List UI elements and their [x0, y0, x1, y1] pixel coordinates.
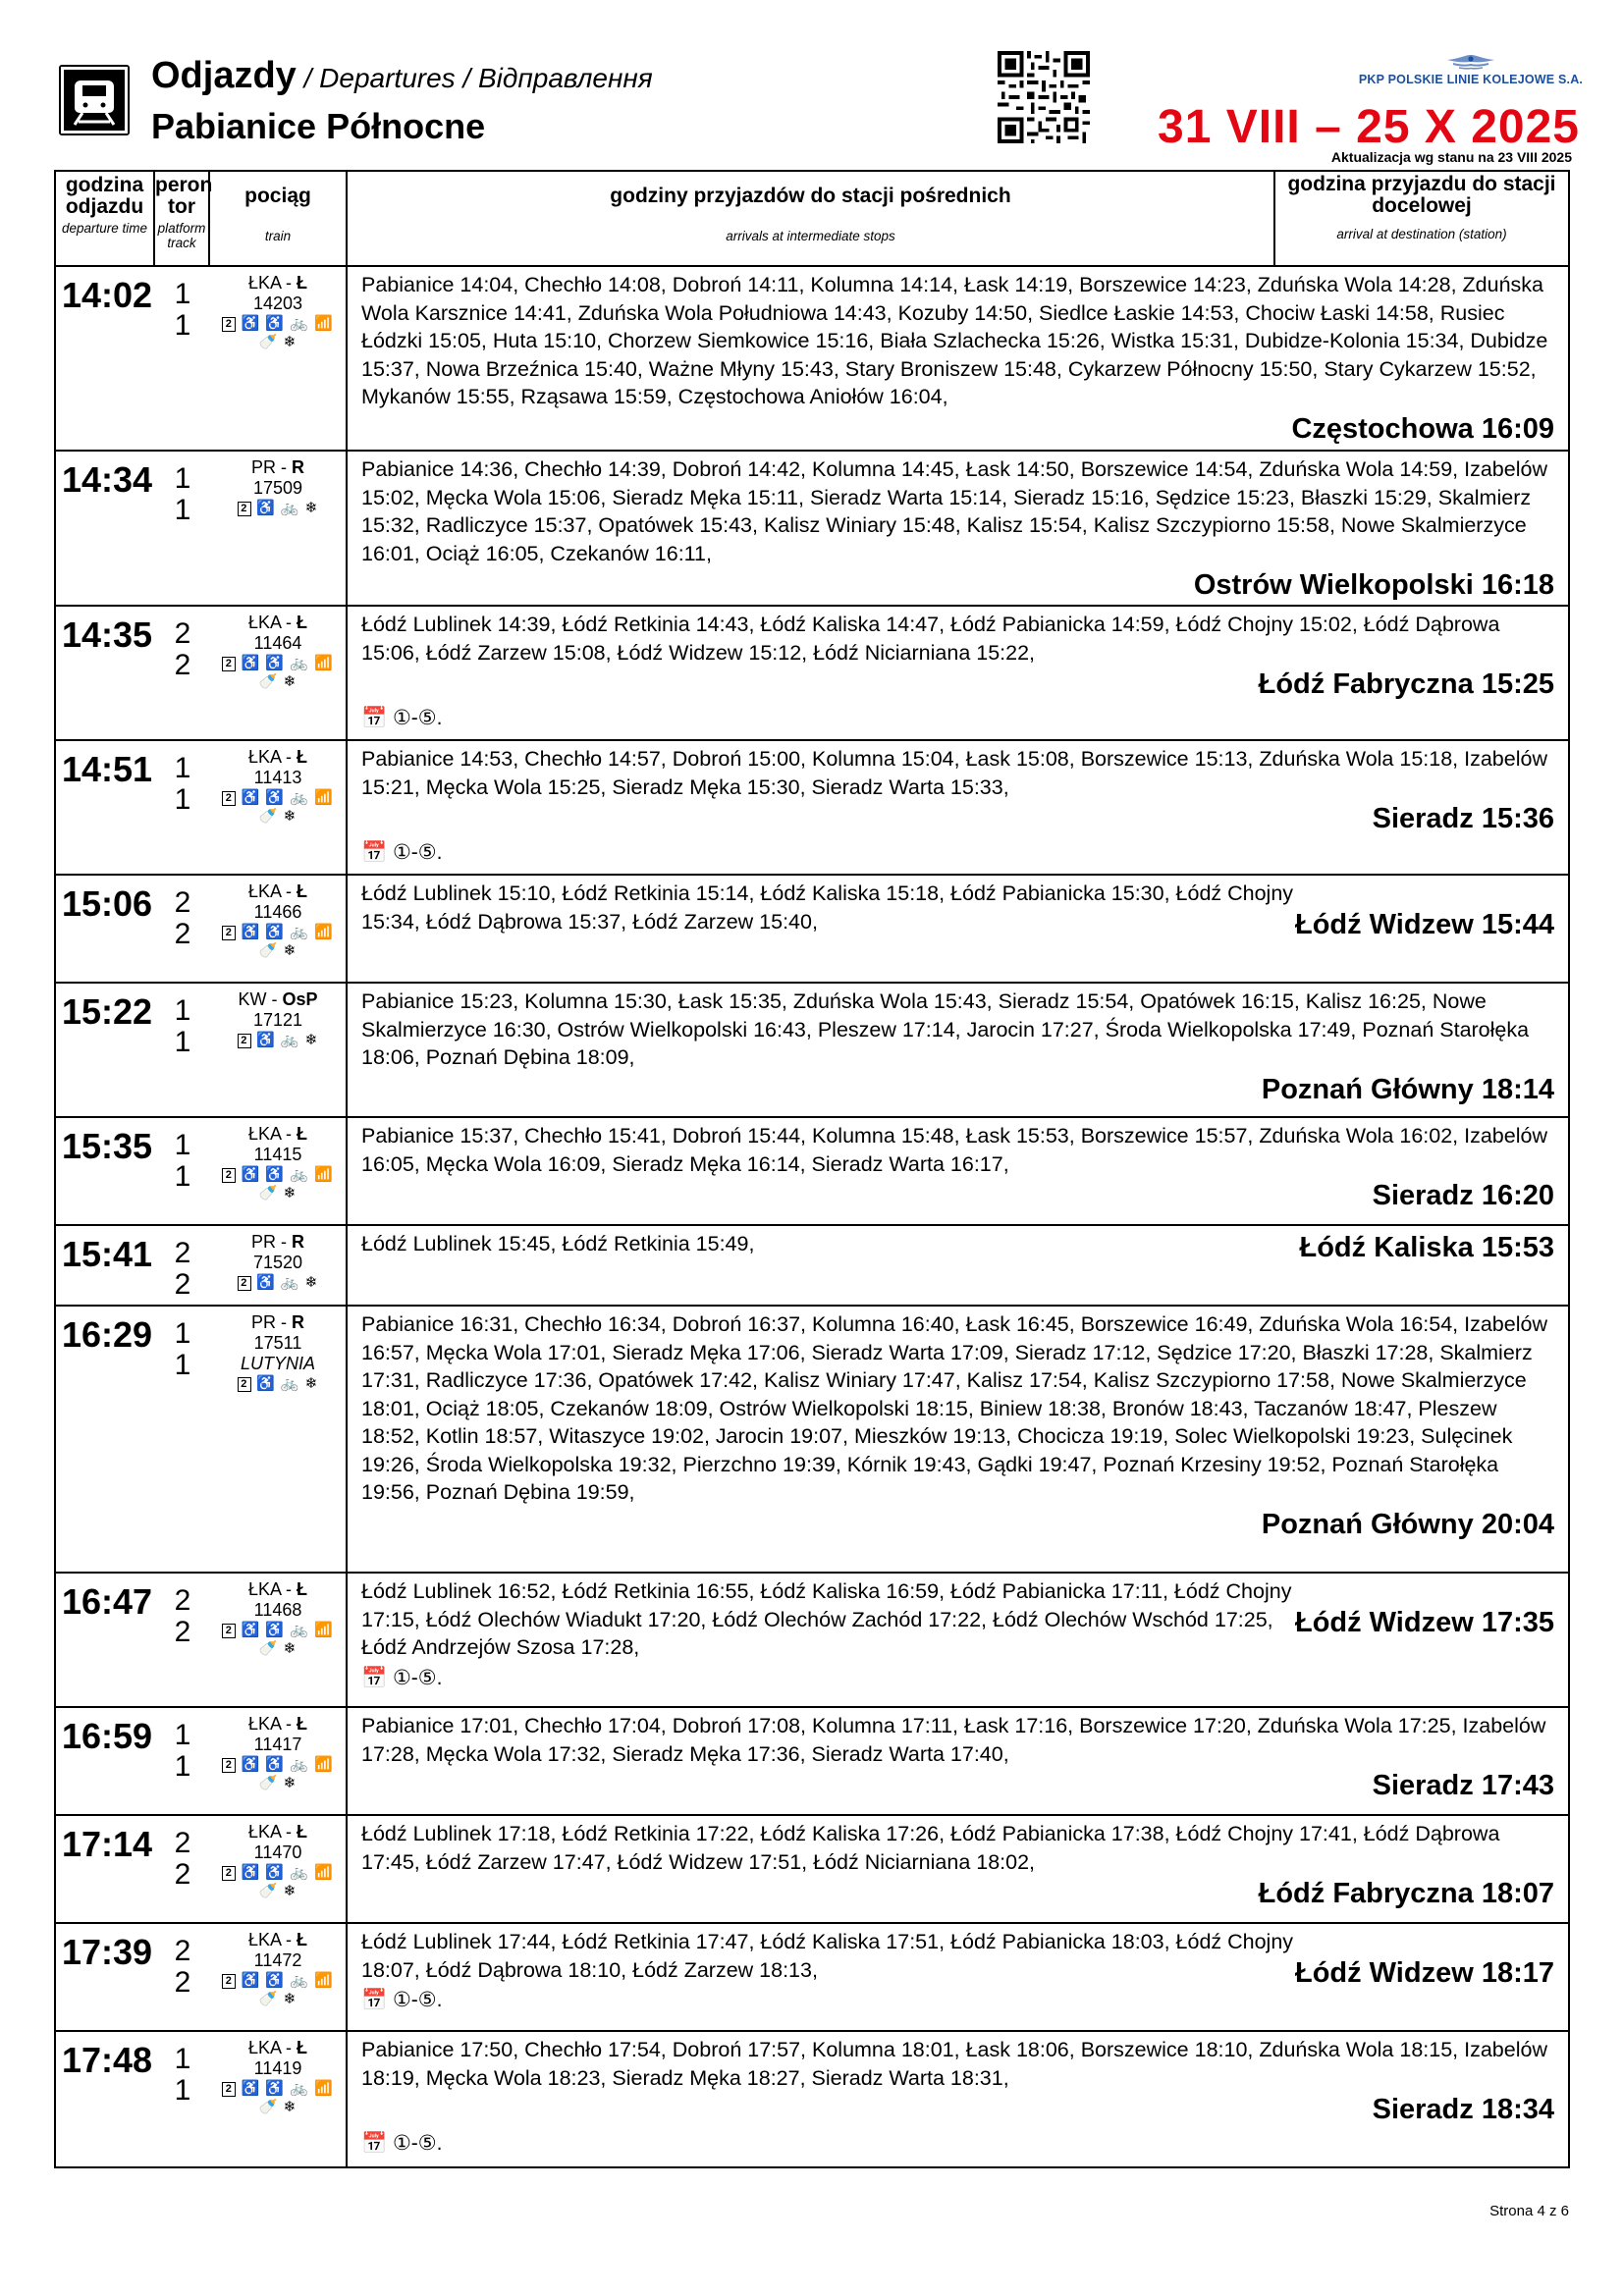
train-category: ŁKA - Ł [247, 747, 308, 767]
col-platform-label-en: platform track [157, 221, 206, 250]
departure-row[interactable] [56, 607, 1568, 741]
second-class-icon: 2 [222, 1974, 236, 1989]
platform-number: 2 [174, 1827, 191, 1859]
train-category: PR - R [250, 1232, 304, 1252]
intermediate-stops-cell [348, 1924, 1568, 2030]
train-category: ŁKA - Ł [247, 613, 308, 632]
intermediate-stops: Łódź Lublinek 17:18, Łódź Retkinia 17:22, Łódź Kaliska 17:26, Łódź Pabianicka 17:38, Łódź Chojny 17:41, Łódź Dąbrowa 17:45, Łódź Zarzew 17:47, Łódź Widzew 17:51, Łódź Niciarniana 18:02, [361, 1822, 1500, 1874]
departure-time: 15:06 [62, 883, 153, 924]
train-operator: ŁKA [247, 1714, 282, 1734]
second-class-icon: 2 [222, 1866, 236, 1881]
train-number: 11466 [253, 902, 302, 922]
train-info [210, 267, 348, 450]
train-info [210, 1226, 348, 1305]
departure-row[interactable] [56, 1924, 1568, 2032]
train-operator: PR [250, 1312, 276, 1332]
train-type: R [292, 457, 304, 477]
destination: Łódź Widzew 17:35 [1294, 1607, 1554, 1638]
intermediate-stops-cell [348, 1307, 1568, 1572]
train-facilities [210, 1755, 346, 1774]
track-number: 1 [174, 1026, 191, 1058]
second-class-icon: 2 [222, 791, 236, 806]
platform-number: 1 [174, 752, 191, 784]
train-info [210, 984, 348, 1116]
track-number: 2 [174, 918, 191, 950]
train-type: Ł [297, 613, 308, 632]
train-number: 17509 [252, 478, 303, 498]
train-type: Ł [297, 273, 308, 293]
departure-time: 17:48 [62, 2040, 153, 2080]
facility-icons: ♿ ♿ 🚲 📶 [241, 315, 334, 332]
train-operator: ŁKA [247, 273, 282, 293]
intermediate-stops: Pabianice 16:31, Chechło 16:34, Dobroń 16:37, Kolumna 16:40, Łask 16:45, Borszewice 16:49, Zduńska Wola 16:54, Izabelów 16:57, Męcka Wola 17:01, Sieradz Męka 17:06, Sieradz Warta 17:09, Sieradz 17:12, Sędzice 17:20, Błaszki 17:28, Skalmierz 17:31, Radliczyce 17:36, Opatówek 17:42, Kalisz Winiary 17:47, Kalisz 17:54, Kalisz Szczypiorno 17:58, Nowe Skalmierzyce 18:01, Ociąż 18:05, Czekanów 18:09, Ostrów Wielkopolski 18:15, Biniew 18:38, Bronów 18:43, Taczanów 18:47, Pleszew 18:52, Kotlin 18:57, Witaszyce 19:02, Jarocin 19:07, Mieszków 19:13, Chocicza 19:19, Solec Wielkopolski 19:23, Sulęcinek 19:26, Środa Wielkopolska 19:32, Pierzchno 19:39, Kórnik 19:43, Gądki 19:47, Poznań Krzesiny 19:52, Poznań Starołęka 19:56, Poznań Dębina 19:59, [361, 1312, 1547, 1504]
intermediate-stops-cell [348, 267, 1568, 450]
operator-name: PKP POLSKIE LINIE KOLEJOWE S.A. [1358, 73, 1584, 86]
platform-track [155, 876, 210, 982]
destination: Łódź Fabryczna 18:07 [1258, 1878, 1554, 1909]
train-category: ŁKA - Ł [247, 881, 308, 901]
platform-track [155, 1816, 210, 1922]
track-number: 1 [174, 1160, 191, 1193]
train-facilities-2: 🍼 ❄ [258, 673, 298, 690]
train-facilities [210, 314, 346, 333]
title-departures-ua: Відправлення [478, 63, 653, 93]
intermediate-stops-cell [348, 452, 1568, 605]
train-type: Ł [297, 1124, 308, 1144]
train-type: R [292, 1232, 304, 1252]
destination: Sieradz 17:43 [1372, 1770, 1554, 1801]
train-facilities [210, 1863, 346, 1882]
train-facilities-2: 🍼 ❄ [258, 1991, 298, 2007]
departure-row[interactable] [56, 452, 1568, 607]
col-intermediate-label: godziny przyjazdów do stacji pośrednich [610, 185, 1011, 207]
platform-number: 2 [174, 1237, 191, 1269]
second-class-icon: 2 [238, 1377, 251, 1392]
departures-rows [56, 267, 1568, 2166]
col-platform [155, 172, 213, 265]
train-facilities [210, 1621, 346, 1639]
departure-row[interactable] [56, 1307, 1568, 1574]
facility-icons: ♿ ♿ 🚲 📶 [241, 1864, 334, 1881]
intermediate-stops-cell [348, 607, 1568, 739]
track-number: 1 [174, 494, 191, 526]
track-number: 2 [174, 1858, 191, 1891]
plk-logo [1355, 51, 1587, 86]
train-operator: ŁKA [247, 613, 282, 632]
train-type: Ł [297, 1930, 308, 1949]
validity-period: 31 VIII – 25 X 2025 [1158, 101, 1580, 153]
platform-track [155, 741, 210, 874]
second-class-icon: 2 [222, 1758, 236, 1773]
intermediate-stops: Łódź Lublinek 15:45, Łódź Retkinia 15:49, [361, 1232, 755, 1255]
destination: Sieradz 16:20 [1372, 1180, 1554, 1211]
intermediate-stops-cell [348, 2032, 1568, 2166]
col-platform-label: peron tor [155, 174, 213, 218]
destination: Łódź Kaliska 15:53 [1299, 1232, 1554, 1263]
facility-icons: ♿ ♿ 🚲 📶 [241, 789, 334, 806]
departure-row[interactable] [56, 267, 1568, 452]
train-operator: ŁKA [247, 747, 282, 767]
train-operator: ŁKA [247, 1579, 282, 1599]
train-category: ŁKA - Ł [247, 1822, 308, 1842]
intermediate-stops-cell [348, 984, 1568, 1116]
departure-row[interactable] [56, 2032, 1568, 2166]
operating-days: 📅 ①-⑤. [361, 1666, 443, 1689]
platform-number: 2 [174, 886, 191, 919]
plk-wings-icon [1441, 51, 1500, 73]
departure-row[interactable] [56, 984, 1568, 1118]
departure-time: 17:14 [62, 1824, 153, 1864]
train-info [210, 2032, 348, 2166]
departure-time: 17:39 [62, 1932, 153, 1972]
train-operator: PR [250, 1232, 276, 1252]
second-class-icon: 2 [222, 1624, 236, 1638]
train-category: KW - OsP [238, 989, 318, 1009]
train-facilities-2: 🍼 ❄ [258, 1883, 298, 1899]
track-number: 1 [174, 783, 191, 816]
train-type: OsP [282, 989, 318, 1009]
intermediate-stops-cell [348, 876, 1568, 982]
train-facilities [210, 2079, 346, 2098]
title-departures-en: / Departures / [296, 63, 478, 93]
second-class-icon: 2 [222, 926, 236, 940]
train-number: 11468 [253, 1600, 302, 1620]
train-operator: ŁKA [247, 881, 282, 901]
departure-row[interactable] [56, 1574, 1568, 1708]
intermediate-stops: Pabianice 14:53, Chechło 14:57, Dobroń 15:00, Kolumna 15:04, Łask 15:08, Borszewice 15:13, Zduńska Wola 15:18, Izabelów 15:21, Męcka Wola 15:25, Sieradz Męka 15:30, Sieradz Warta 15:33, [361, 747, 1547, 799]
intermediate-stops: Pabianice 14:36, Chechło 14:39, Dobroń 14:42, Kolumna 14:45, Łask 14:50, Borszewice 14:54, Zduńska Wola 14:59, Izabelów 15:02, Męcka Wola 15:06, Sieradz Męka 15:11, Sieradz Warta 15:14, Sieradz 15:16, Sędzice 15:23, Błaszki 15:29, Skalmierz 15:32, Radliczyce 15:37, Opatówek 15:43, Kalisz Winiary 15:48, Kalisz 15:54, Kalisz Szczypiorno 15:58, Nowe Skalmierzyce 16:01, Ociąż 16:05, Czekanów 16:11, [361, 457, 1547, 565]
departure-row[interactable] [56, 1226, 1568, 1307]
train-facilities [210, 1374, 346, 1393]
train-type: R [292, 1312, 304, 1332]
departure-time: 16:59 [62, 1716, 153, 1756]
second-class-icon: 2 [222, 317, 236, 332]
train-category: ŁKA - Ł [247, 1930, 308, 1949]
platform-track [155, 984, 210, 1116]
train-operator: ŁKA [247, 1822, 282, 1842]
train-type: Ł [297, 747, 308, 767]
train-info [210, 1924, 348, 2030]
train-name: LUTYNIA [240, 1354, 316, 1373]
platform-number: 1 [174, 2043, 191, 2075]
train-operator: PR [250, 457, 276, 477]
train-facilities-2: 🍼 ❄ [258, 1775, 298, 1791]
col-time-label: godzina odjazdu [65, 174, 144, 218]
destination: Łódź Widzew 18:17 [1294, 1957, 1554, 1989]
qr-code-icon[interactable] [998, 51, 1090, 143]
platform-number: 2 [174, 1935, 191, 1967]
train-facilities [210, 1273, 346, 1292]
facility-icons: ♿ 🚲 ❄ [255, 1274, 319, 1291]
second-class-icon: 2 [222, 1168, 236, 1183]
track-number: 1 [174, 309, 191, 342]
facility-icons: ♿ ♿ 🚲 📶 [241, 1622, 334, 1638]
train-facilities-2: 🍼 ❄ [258, 808, 298, 825]
track-number: 1 [174, 2074, 191, 2107]
intermediate-stops: Pabianice 14:04, Chechło 14:08, Dobroń 14:11, Kolumna 14:14, Łask 14:19, Borszewice 14:23, Zduńska Wola 14:28, Zduńska Wola Karsznice 14:41, Zduńska Wola Południowa 14:43, Kozuby 14:50, Siedlce Łaskie 14:53, Chociw Łaski 14:58, Rusiec Łódzki 15:05, Huta 15:10, Chorzew Siemkowice 15:16, Biała Szlachecka 15:26, Wistka 15:31, Dubidze-Kolonia 15:34, Dubidze 15:37, Nowa Brzeźnica 15:40, Ważne Młyny 15:43, Stary Broniszew 15:48, Cykarzew Północny 15:50, Stary Cykarzew 15:52, Mykanów 15:55, Rząsawa 15:59, Częstochowa Aniołów 16:04, [361, 273, 1548, 408]
train-facilities [210, 654, 346, 672]
col-train-label-en: train [264, 229, 292, 243]
title-departures: Odjazdy [151, 55, 297, 96]
departure-time: 15:22 [62, 991, 153, 1032]
intermediate-stops-cell [348, 1574, 1568, 1706]
col-intermediate [348, 172, 1275, 265]
departure-time: 15:41 [62, 1234, 153, 1274]
train-category: PR - R [250, 457, 304, 477]
intermediate-stops: Pabianice 15:23, Kolumna 15:30, Łask 15:35, Zduńska Wola 15:43, Sieradz 15:54, Opatówek 16:15, Kalisz 16:25, Nowe Skalmierzyce 16:30, Ostrów Wielkopolski 16:43, Pleszew 17:14, Jarocin 17:27, Środa Wielkopolska 17:49, Poznań Starołęka 18:06, Poznań Dębina 18:09, [361, 989, 1530, 1069]
departure-time: 14:34 [62, 459, 153, 500]
platform-number: 1 [174, 1317, 191, 1350]
facility-icons: ♿ ♿ 🚲 📶 [241, 1756, 334, 1773]
track-number: 2 [174, 649, 191, 681]
facility-icons: ♿ 🚲 ❄ [255, 1375, 319, 1392]
table-header [56, 172, 1568, 267]
train-operator: ŁKA [247, 1930, 282, 1949]
facility-icons: ♿ ♿ 🚲 📶 [241, 2080, 334, 2097]
destination: Poznań Główny 20:04 [1261, 1508, 1554, 1540]
platform-track [155, 1118, 210, 1224]
platform-number: 2 [174, 1584, 191, 1617]
platform-track [155, 1708, 210, 1814]
train-category: ŁKA - Ł [247, 1124, 308, 1144]
platform-track [155, 2032, 210, 2166]
train-facilities [210, 1971, 346, 1990]
departure-time: 16:47 [62, 1581, 153, 1622]
intermediate-stops: Łódź Lublinek 15:10, Łódź Retkinia 15:14, Łódź Kaliska 15:18, Łódź Pabianicka 15:30, Łódź Chojny 15:34, Łódź Dąbrowa 15:37, Łódź Zarzew 15:40, [361, 881, 1294, 934]
col-destination-label-en: arrival at destination (station) [1336, 227, 1507, 241]
destination: Łódź Widzew 15:44 [1294, 909, 1554, 940]
departure-time: 15:35 [62, 1126, 153, 1166]
departure-time: 16:29 [62, 1314, 153, 1355]
train-category: ŁKA - Ł [247, 1579, 308, 1599]
departure-time: 14:02 [62, 275, 153, 315]
platform-number: 1 [174, 462, 191, 495]
train-info [210, 1118, 348, 1224]
second-class-icon: 2 [238, 1034, 251, 1048]
platform-track [155, 452, 210, 605]
train-number: 17121 [252, 1010, 303, 1030]
departure-row[interactable] [56, 876, 1568, 984]
departure-time: 14:51 [62, 749, 153, 789]
col-departure-time [56, 172, 155, 265]
destination: Sieradz 18:34 [1372, 2094, 1554, 2125]
page-number: Strona 4 z 6 [1489, 2203, 1569, 2219]
train-facilities-2: 🍼 ❄ [258, 1185, 298, 1201]
train-facilities-2: 🍼 ❄ [258, 2099, 298, 2115]
col-intermediate-label-en: arrivals at intermediate stops [726, 229, 895, 243]
destination: Sieradz 15:36 [1372, 803, 1554, 834]
page-title [151, 55, 653, 97]
train-operator: ŁKA [247, 2038, 282, 2057]
intermediate-stops: Pabianice 15:37, Chechło 15:41, Dobroń 15:44, Kolumna 15:48, Łask 15:53, Borszewice 15:57, Zduńska Wola 16:02, Izabelów 16:05, Męcka Wola 16:09, Sieradz Męka 16:14, Sieradz Warta 16:17, [361, 1124, 1547, 1176]
train-facilities-2: 🍼 ❄ [258, 1640, 298, 1657]
col-destination-label: godzina przyjazdu do stacji docelowej [1287, 173, 1556, 217]
departure-row[interactable] [56, 1708, 1568, 1816]
train-info [210, 452, 348, 605]
operating-days: 📅 ①-⑤. [361, 2132, 443, 2155]
destination: Częstochowa 16:09 [1291, 412, 1554, 445]
departure-row[interactable] [56, 1118, 1568, 1226]
facility-icons: ♿ ♿ 🚲 📶 [241, 655, 334, 671]
train-icon [59, 65, 130, 135]
train-type: Ł [297, 1579, 308, 1599]
platform-number: 1 [174, 994, 191, 1027]
train-category: ŁKA - Ł [247, 273, 308, 293]
facility-icons: ♿ ♿ 🚲 📶 [241, 924, 334, 940]
platform-number: 1 [174, 1129, 191, 1161]
platform-track [155, 1574, 210, 1706]
train-info [210, 1816, 348, 1922]
intermediate-stops: Łódź Lublinek 17:44, Łódź Retkinia 17:47, Łódź Kaliska 17:51, Łódź Pabianicka 18:03, Łódź Chojny 18:07, Łódź Dąbrowa 18:10, Łódź Zarzew 18:13, [361, 1930, 1294, 1982]
operating-days: 📅 ①-⑤. [361, 1989, 443, 2011]
departure-row[interactable] [56, 1816, 1568, 1924]
intermediate-stops-cell [348, 1708, 1568, 1814]
page-header [0, 0, 1623, 175]
train-info [210, 1708, 348, 1814]
operating-days: 📅 ①-⑤. [361, 707, 443, 729]
destination: Poznań Główny 18:14 [1261, 1073, 1554, 1105]
track-number: 2 [174, 1268, 191, 1301]
intermediate-stops: Pabianice 17:50, Chechło 17:54, Dobroń 17:57, Kolumna 18:01, Łask 18:06, Borszewice 18:10, Zduńska Wola 18:15, Izabelów 18:19, Męcka Wola 18:23, Sieradz Męka 18:27, Sieradz Warta 18:31, [361, 2038, 1547, 2090]
train-facilities [210, 499, 346, 517]
train-facilities [210, 788, 346, 807]
train-facilities-2: 🍼 ❄ [258, 942, 298, 959]
second-class-icon: 2 [238, 1276, 251, 1291]
intermediate-stops: Łódź Lublinek 14:39, Łódź Retkinia 14:43, Łódź Kaliska 14:47, Łódź Pabianicka 14:59, Łódź Chojny 15:02, Łódź Dąbrowa 15:06, Łódź Zarzew 15:08, Łódź Widzew 15:12, Łódź Niciarniana 15:22, [361, 613, 1500, 665]
train-category: PR - R [250, 1312, 304, 1332]
platform-track [155, 1226, 210, 1305]
track-number: 1 [174, 1750, 191, 1783]
train-number: 11419 [253, 2058, 302, 2078]
train-info [210, 876, 348, 982]
departure-time: 14:35 [62, 614, 153, 655]
train-type: Ł [297, 881, 308, 901]
train-number: 11472 [253, 1950, 302, 1970]
train-category: ŁKA - Ł [247, 1714, 308, 1734]
col-time-label-en: departure time [61, 221, 148, 236]
update-date: Aktualizacja wg stanu na 23 VIII 2025 [1330, 149, 1572, 165]
operating-days: 📅 ①-⑤. [361, 841, 443, 864]
train-facilities-2: 🍼 ❄ [258, 334, 298, 350]
train-info [210, 607, 348, 739]
platform-track [155, 267, 210, 450]
departure-row[interactable] [56, 741, 1568, 876]
platform-track [155, 1924, 210, 2030]
train-info [210, 741, 348, 874]
station-name: Pabianice Północne [151, 106, 486, 146]
second-class-icon: 2 [222, 657, 236, 671]
col-train [210, 172, 348, 265]
intermediate-stops: Łódź Lublinek 16:52, Łódź Retkinia 16:55, Łódź Kaliska 16:59, Łódź Pabianicka 17:11, Łódź Chojny 17:15, Łódź Olechów Wiadukt 17:20, Łódź Olechów Zachód 17:22, Łódź Olechów Wschód 17:25, Łódź Andrzejów Szosa 17:28, [361, 1579, 1292, 1659]
train-type: Ł [297, 1714, 308, 1734]
intermediate-stops-cell [348, 1226, 1568, 1305]
platform-track [155, 607, 210, 739]
second-class-icon: 2 [238, 502, 251, 516]
train-operator: KW [238, 989, 267, 1009]
destination: Łódź Fabryczna 15:25 [1258, 668, 1554, 700]
col-train-label: pociąg [244, 185, 311, 207]
train-number: 14203 [252, 294, 303, 313]
train-number: 17511 [253, 1333, 302, 1353]
intermediate-stops-cell [348, 1118, 1568, 1224]
second-class-icon: 2 [222, 2082, 236, 2097]
train-number: 71520 [252, 1253, 303, 1272]
track-number: 2 [174, 1616, 191, 1648]
train-category: ŁKA - Ł [247, 2038, 308, 2057]
train-number: 11464 [253, 633, 302, 653]
train-number: 11417 [253, 1735, 302, 1754]
train-type: Ł [297, 1822, 308, 1842]
train-facilities [210, 1165, 346, 1184]
col-destination [1275, 172, 1568, 265]
platform-number: 1 [174, 1719, 191, 1751]
facility-icons: ♿ 🚲 ❄ [255, 500, 319, 516]
intermediate-stops-cell [348, 741, 1568, 874]
train-facilities [210, 1031, 346, 1049]
train-info [210, 1307, 348, 1572]
departures-table [54, 170, 1570, 2168]
facility-icons: ♿ 🚲 ❄ [255, 1032, 319, 1048]
train-number: 11470 [253, 1842, 302, 1862]
intermediate-stops-cell [348, 1816, 1568, 1922]
platform-track [155, 1307, 210, 1572]
track-number: 1 [174, 1349, 191, 1381]
train-operator: ŁKA [247, 1124, 282, 1144]
intermediate-stops: Pabianice 17:01, Chechło 17:04, Dobroń 17:08, Kolumna 17:11, Łask 17:16, Borszewice 17:20, Zduńska Wola 17:25, Izabelów 17:28, Męcka Wola 17:32, Sieradz Męka 17:36, Sieradz Warta 17:40, [361, 1714, 1546, 1766]
facility-icons: ♿ ♿ 🚲 📶 [241, 1166, 334, 1183]
track-number: 2 [174, 1966, 191, 1999]
train-info [210, 1574, 348, 1706]
train-number: 11415 [253, 1145, 302, 1164]
train-number: 11413 [253, 768, 302, 787]
facility-icons: ♿ ♿ 🚲 📶 [241, 1972, 334, 1989]
train-facilities [210, 923, 346, 941]
platform-number: 1 [174, 278, 191, 310]
destination: Ostrów Wielkopolski 16:18 [1193, 569, 1554, 601]
train-type: Ł [297, 2038, 308, 2057]
platform-number: 2 [174, 617, 191, 650]
